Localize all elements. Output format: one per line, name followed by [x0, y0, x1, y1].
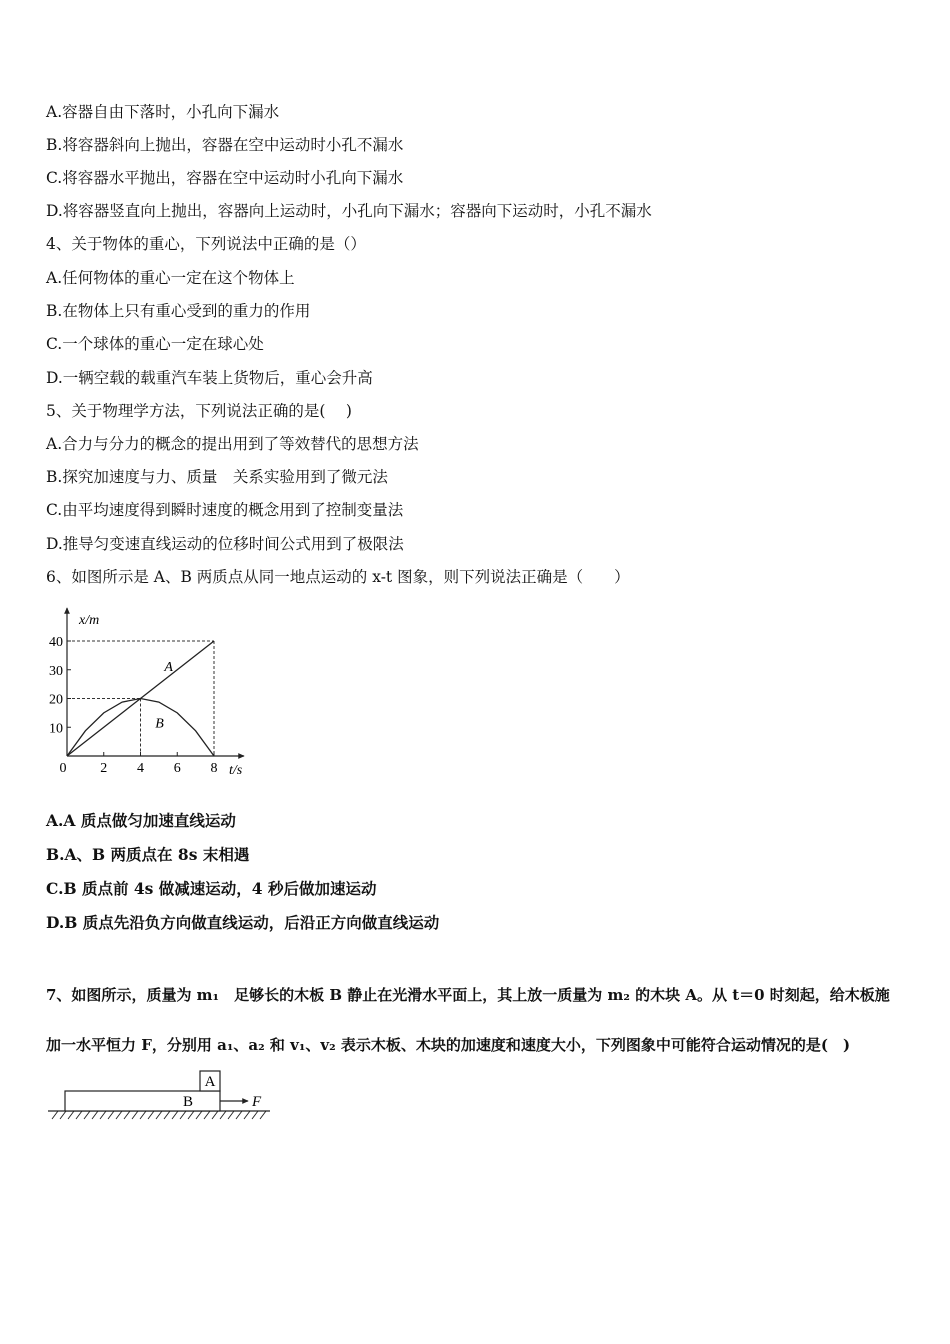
xt-graph	[40, 600, 270, 790]
y-tick-label: 20	[49, 692, 63, 708]
force-label: F	[252, 1094, 262, 1110]
series-label-a: A	[164, 660, 173, 676]
series-label-b: B	[155, 716, 164, 732]
q4-option-c: C.一个球体的重心一定在球心处	[46, 335, 264, 353]
board-block-diagram	[40, 1065, 280, 1125]
q3-option-c: C.将容器水平抛出，容器在空中运动时小孔向下漏水	[46, 169, 404, 187]
q5-option-d: D.推导匀变速直线运动的位移时间公式用到了极限法	[46, 535, 404, 553]
board-b-label: B	[182, 1094, 194, 1110]
q4-stem: 4、关于物体的重心，下列说法中正确的是（）	[46, 235, 366, 253]
q5-stem: 5、关于物理学方法，下列说法正确的是( )	[46, 402, 352, 420]
board-b	[65, 1091, 220, 1111]
q4-option-b: B.在物体上只有重心受到的重力的作用	[46, 302, 311, 320]
y-tick-label: 30	[49, 663, 63, 679]
q3-option-a: A.容器自由下落时，小孔向下漏水	[46, 103, 280, 121]
x-axis-label: t/s	[229, 763, 243, 778]
q6-option-b: B.A、B 两质点在 8s 末相遇	[46, 845, 250, 864]
x-tick-label: 8	[210, 761, 218, 776]
q5-option-a: A.合力与分力的概念的提出用到了等效替代的思想方法	[46, 435, 419, 453]
q5-option-c: C.由平均速度得到瞬时速度的概念用到了控制变量法	[46, 501, 404, 519]
x-tick-label: 2	[100, 761, 108, 776]
q4-option-d: D.一辆空载的载重汽车装上货物后，重心会升高	[46, 369, 373, 387]
block-a-label: A	[204, 1074, 216, 1090]
q7-stem-line2: 加一水平恒力 F，分别用 a₁、a₂ 和 v₁、v₂ 表示木板、木块的加速度和速度大小，下列图象中可能符合运动情况的是( )	[46, 1036, 851, 1054]
q6-option-c: C.B 质点前 4s 做减速运动，4 秒后做加速运动	[46, 879, 377, 898]
q4-option-a: A.任何物体的重心一定在这个物体上	[46, 269, 295, 287]
x-tick-label: 4	[137, 761, 144, 776]
x-tick-label: 6	[173, 761, 181, 776]
y-axis-label: x/m	[79, 613, 100, 628]
q6-stem: 6、如图所示是 A、B 两质点从同一地点运动的 x-t 图象，则下列说法正确是（ ）	[46, 568, 630, 586]
q6-option-d: D.B 质点先沿负方向做直线运动，后沿正方向做直线运动	[46, 913, 440, 932]
q7-stem-line1: 7、如图所示，质量为 m₁ 足够长的木板 B 静止在光滑水平面上，其上放一质量为 m₂ 的木块 A。从 t＝0 时刻起，给木板施	[46, 986, 890, 1004]
q5-option-b: B.探究加速度与力、质量 关系实验用到了微元法	[46, 468, 388, 486]
q3-option-b: B.将容器斜向上抛出，容器在空中运动时小孔不漏水	[46, 136, 404, 154]
series-line-b	[67, 699, 214, 757]
q3-option-d: D.将容器竖直向上抛出，容器向上运动时，小孔向下漏水；容器向下运动时，小孔不漏水	[46, 202, 652, 220]
ground-hatching	[52, 1111, 266, 1119]
y-tick-label: 40	[49, 635, 63, 650]
x-tick-label: 0	[59, 761, 67, 776]
q6-option-a: A.A 质点做匀加速直线运动	[46, 811, 236, 830]
y-tick-label: 10	[49, 721, 63, 737]
